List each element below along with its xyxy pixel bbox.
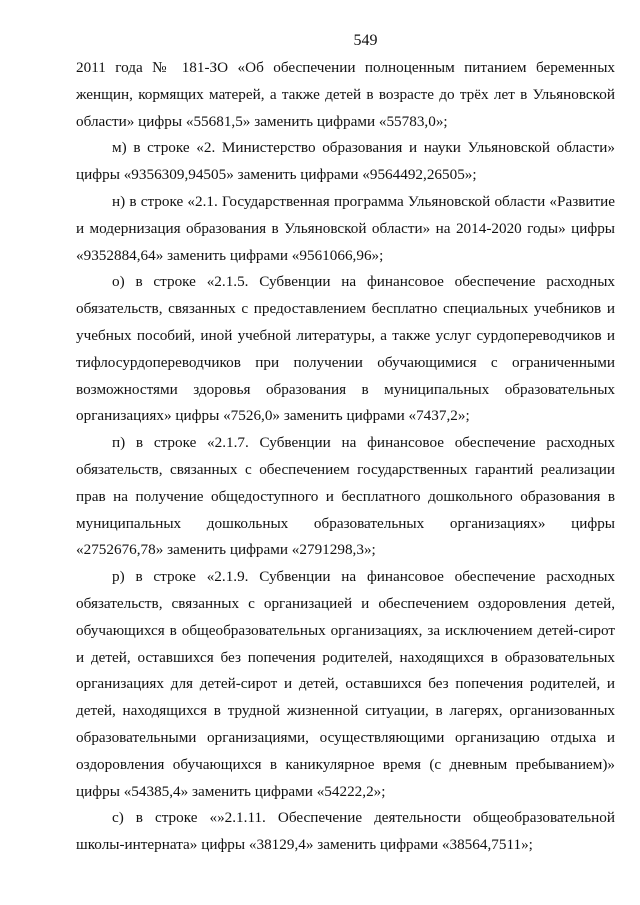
paragraph-continuation: 2011 года № 181-ЗО «Об обеспечении полноценным питанием беременных женщин, кормящих матерей, а также детей в возрасте до трёх лет в Ульяновской области» цифры «55681,5» заменить цифрами «55783,0»;	[76, 59, 615, 130]
paragraph-item-r: р) в строке «2.1.9. Субвенции на финансовое обеспечение расходных обязательств, связанных с организацией и обеспечением оздоровления детей, обучающихся в общеобразовательных организациях, за исключением детей-сирот и детей, оставшихся без попечения родителей, находящихся в образовательных организациях для детей-сирот и детей, оставшихся без попечения родителей, и детей, находящихся в трудной жизненной ситуации, в лагерях, организованных образовательными организациями, осуществляющими организацию отдыха и оздоровления обучающихся в каникулярное время (с дневным пребыванием)» цифры «54385,4» заменить цифрами «54222,2»;	[76, 568, 615, 800]
paragraph-item-s: с) в строке «»2.1.11. Обеспечение деятельности общеобразовательной школы-интерната» цифры «38129,4» заменить цифрами «38564,7511»;	[76, 809, 615, 854]
paragraph-item-o: о) в строке «2.1.5. Субвенции на финансовое обеспечение расходных обязательств, связанных с предоставлением бесплатно специальных учебников и учебных пособий, иной учебной литературы, а также услуг сурдопереводчиков и тифлосурдопереводчиков при получении обучающимися с ограниченными возможностями здоровья образования в муниципальных образовательных организациях» цифры «7526,0» заменить цифрами «7437,2»;	[76, 273, 615, 425]
paragraph-item-p: п) в строке «2.1.7. Субвенции на финансовое обеспечение расходных обязательств, связанных с обеспечением государственных гарантий реализации прав на получение общедоступного и бесплатного дошкольного образования в муниципальных дошкольных образовательных организациях» цифры «2752676,78» заменить цифрами «2791298,3»;	[76, 434, 615, 559]
paragraph-item-m: м) в строке «2. Министерство образования и науки Ульяновской области» цифры «9356309,94505» заменить цифрами «9564492,26505»;	[76, 139, 615, 184]
paragraph-item-n: н) в строке «2.1. Государственная программа Ульяновской области «Развитие и модернизация образования в Ульяновской области» на 2014-2020 годы» цифры «9352884,64» заменить цифрами «9561066,96»;	[76, 192, 615, 264]
page-number: 549	[353, 32, 378, 49]
